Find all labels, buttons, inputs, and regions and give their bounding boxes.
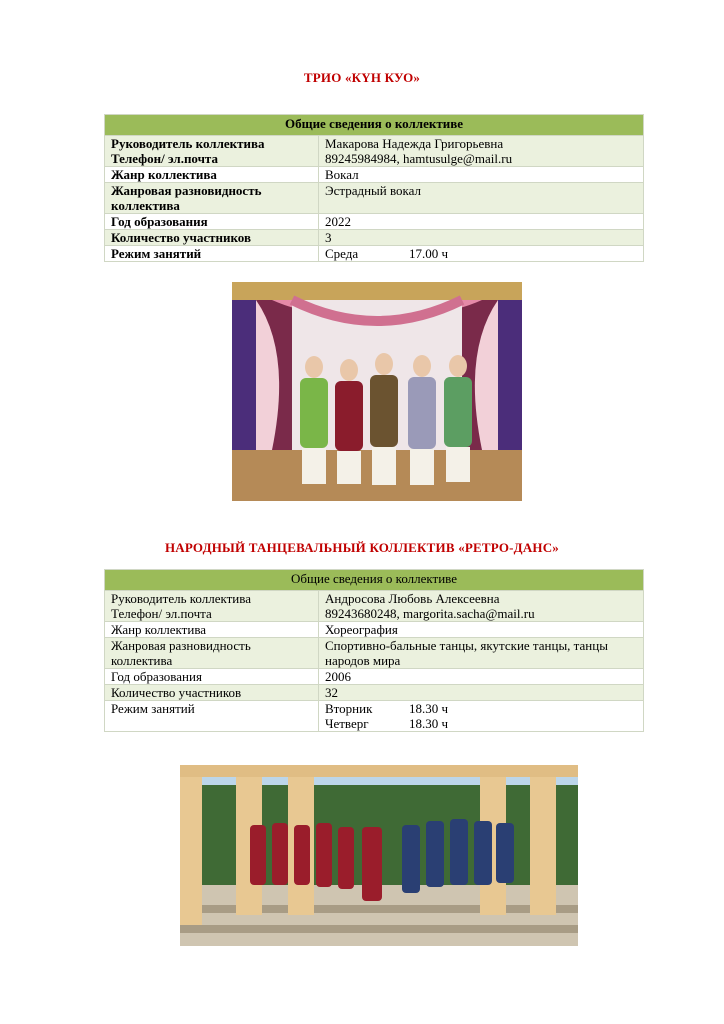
row-label: Жанровая разновидность коллектива xyxy=(105,183,319,214)
row-label: Количество участников xyxy=(105,685,319,701)
row-label: Год образования xyxy=(105,214,319,230)
table-header: Общие сведения о коллективе xyxy=(105,115,644,136)
table-row xyxy=(105,246,644,262)
row-value: Андросова Любовь Алексеевна 89243680248, margorita.sacha@mail.ru xyxy=(319,591,644,622)
row-label: Режим занятий xyxy=(105,246,319,262)
row-value: Хореография xyxy=(319,622,644,638)
section2-title: НАРОДНЫЙ ТАНЦЕВАЛЬНЫЙ КОЛЛЕКТИВ «РЕТРО-ДАНС» xyxy=(164,540,560,555)
row-value: Спортивно-бальные танцы, якутские танцы, танцы народов мира xyxy=(319,638,644,669)
table-row xyxy=(105,638,644,669)
table-row xyxy=(105,701,644,732)
dance-group-photo xyxy=(180,765,578,946)
row-label: Жанровая разновидность коллектива xyxy=(105,638,319,669)
row-label: Режим занятий xyxy=(105,701,319,732)
section2-info-table xyxy=(104,569,644,732)
table-row xyxy=(105,183,644,214)
row-label: Год образования xyxy=(105,669,319,685)
row-label: Руководитель коллектива Телефон/ эл.почта xyxy=(105,591,319,622)
table-row xyxy=(105,230,644,246)
table-row xyxy=(105,669,644,685)
row-value: 2022 xyxy=(319,214,644,230)
schedule-time: 18.30 ч xyxy=(409,716,449,731)
stage-photo-illustration xyxy=(232,282,522,501)
table-row xyxy=(105,136,644,167)
table-row xyxy=(105,214,644,230)
row-value: 2006 xyxy=(319,669,644,685)
row-value: 3 xyxy=(319,230,644,246)
trio-performance-photo xyxy=(232,282,522,501)
row-label: Количество участников xyxy=(105,230,319,246)
row-label: Жанр коллектива xyxy=(105,622,319,638)
outdoor-group-illustration xyxy=(180,765,578,946)
row-label: Жанр коллектива xyxy=(105,167,319,183)
schedule-time: 17.00 ч xyxy=(409,246,449,261)
schedule-time: 18.30 ч xyxy=(409,701,449,716)
table-row xyxy=(105,591,644,622)
row-value: Макарова Надежда Григорьевна 89245984984, hamtusulge@mail.ru xyxy=(319,136,644,167)
row-value: 32 xyxy=(319,685,644,701)
row-value: Эстрадный вокал xyxy=(319,183,644,214)
row-value xyxy=(319,246,644,262)
row-label: Руководитель коллектива Телефон/ эл.почта xyxy=(105,136,319,167)
schedule-day: Четверг xyxy=(325,716,369,731)
table-row xyxy=(105,167,644,183)
table-row xyxy=(105,622,644,638)
section1-title: ТРИО «КҮН КУО» xyxy=(303,70,421,85)
table-header: Общие сведения о коллективе xyxy=(105,570,644,591)
schedule-day: Среда xyxy=(325,246,359,261)
section1-info-table xyxy=(104,114,644,262)
row-value xyxy=(319,701,644,732)
table-row xyxy=(105,685,644,701)
row-value: Вокал xyxy=(319,167,644,183)
schedule-day: Вторник xyxy=(325,701,373,716)
